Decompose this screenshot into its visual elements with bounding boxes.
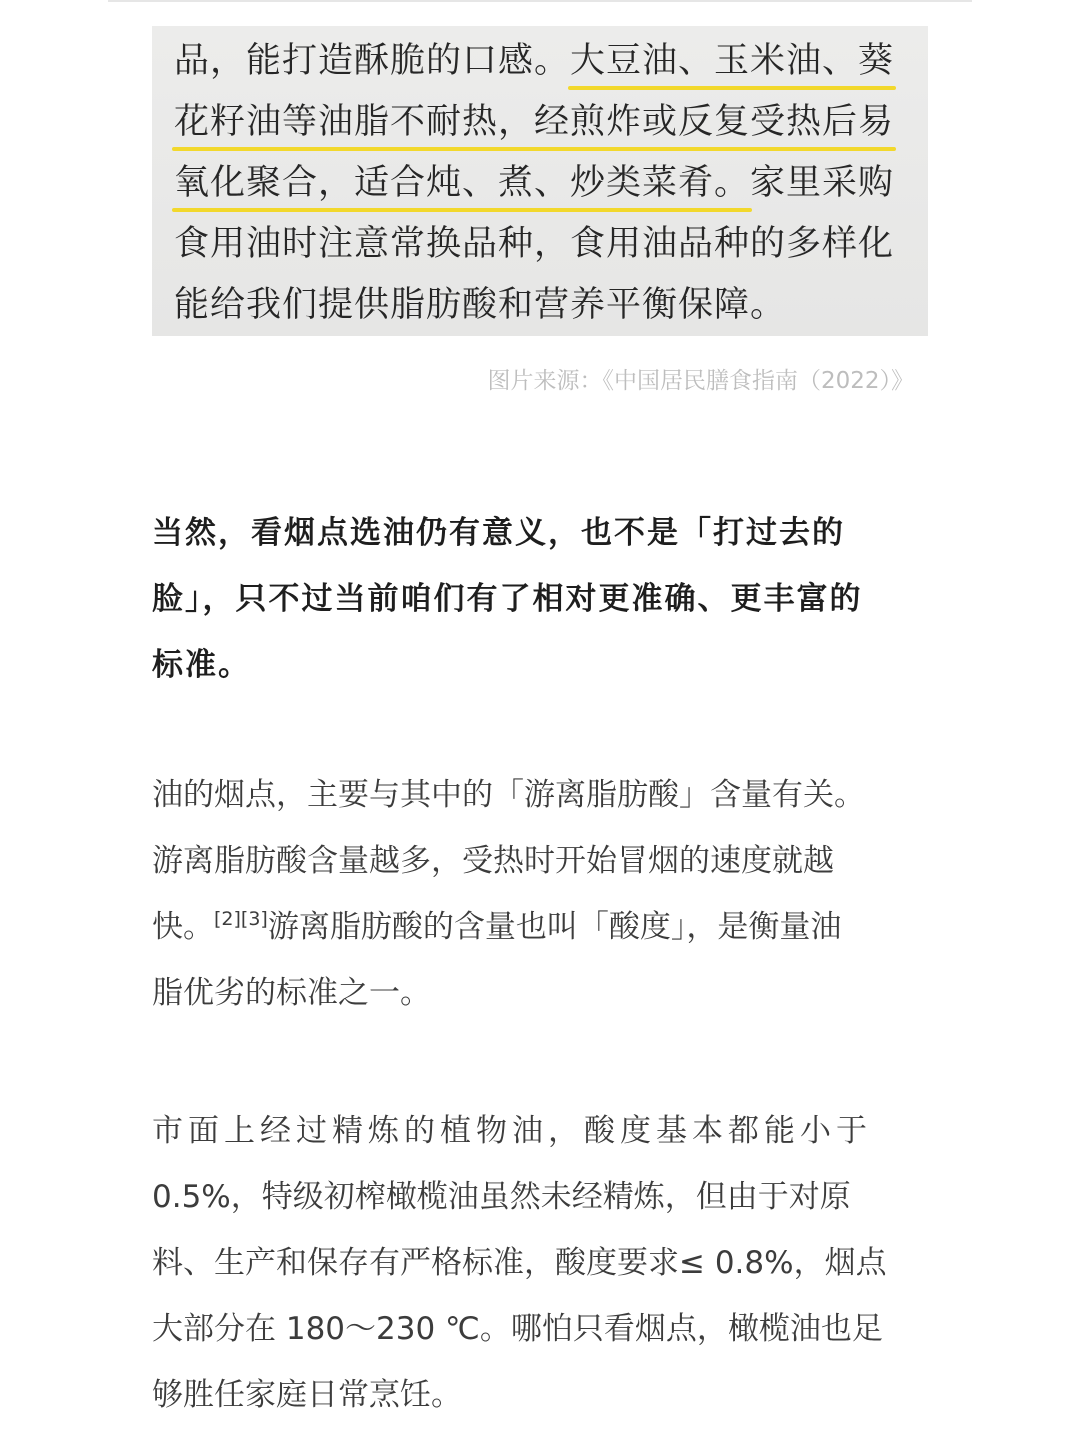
- paragraph-line: 料、生产和保存有严格标准，酸度要求≤ 0.8%，烟点: [152, 1245, 887, 1281]
- paragraph-line: 够胜任家庭日常烹饪。: [152, 1377, 462, 1413]
- highlighted-text: 氧化聚合，适合炖、煮、炒类菜肴。: [174, 160, 750, 206]
- paragraph-line: 0.5%，特级初榨橄榄油虽然未经精炼，但由于对原: [152, 1179, 851, 1215]
- paragraph-line: 市面上经过精炼的植物油，酸度基本都能小于: [152, 1113, 872, 1149]
- paragraph-line: 油的烟点，主要与其中的「游离脂肪酸」含量有关。: [152, 777, 865, 813]
- book-line-5-text: 能给我们提供脂肪酸和营养平衡保障。: [174, 285, 787, 325]
- highlighted-text: 花籽油等油脂不耐热，经煎炸或反复受热后易: [174, 99, 894, 145]
- book-line-4-text: 食用油时注意常换品种，食用油品种的多样化: [174, 224, 895, 264]
- top-divider: [108, 0, 972, 2]
- book-line-1: [174, 38, 928, 99]
- bold-paragraph: [152, 500, 928, 698]
- book-line-4: [174, 221, 928, 282]
- paragraph-smoke-point: [152, 762, 928, 1026]
- paragraph-line-text: 快。: [152, 909, 214, 945]
- book-line-2: [174, 99, 928, 160]
- paragraph-line: [152, 894, 928, 960]
- bold-paragraph-line: 脸」，只不过当前咱们有了相对更准确、更丰富的: [152, 581, 863, 617]
- book-line-5: [174, 282, 928, 336]
- book-line-3-text: 家里采购: [750, 163, 895, 203]
- paragraph-line: 大部分在 180～230 ℃。哪怕只看烟点，橄榄油也足: [152, 1311, 883, 1347]
- paragraph-line: 脂优劣的标准之一。: [152, 975, 431, 1011]
- reference-link[interactable]: [2][3]: [214, 908, 268, 930]
- book-excerpt-photo: [152, 26, 928, 336]
- paragraph-line: 游离脂肪酸含量越多，受热时开始冒烟的速度就越: [152, 843, 834, 879]
- book-line-1-text: 品，能打造酥脆的口感。: [174, 41, 571, 81]
- book-line-3: [174, 160, 928, 221]
- paragraph-line-text: 游离脂肪酸的含量也叫「酸度」，是衡量油: [267, 909, 842, 945]
- highlighted-text: 大豆油、玉米油、葵: [570, 38, 894, 84]
- paragraph-acidity: [152, 1098, 928, 1428]
- image-caption: 图片来源：《中国居民膳食指南（2022）》: [487, 368, 914, 394]
- bold-paragraph-line: 标准。: [152, 647, 251, 683]
- bold-paragraph-line: 当然，看烟点选油仍有意义，也不是「打过去的: [152, 515, 845, 551]
